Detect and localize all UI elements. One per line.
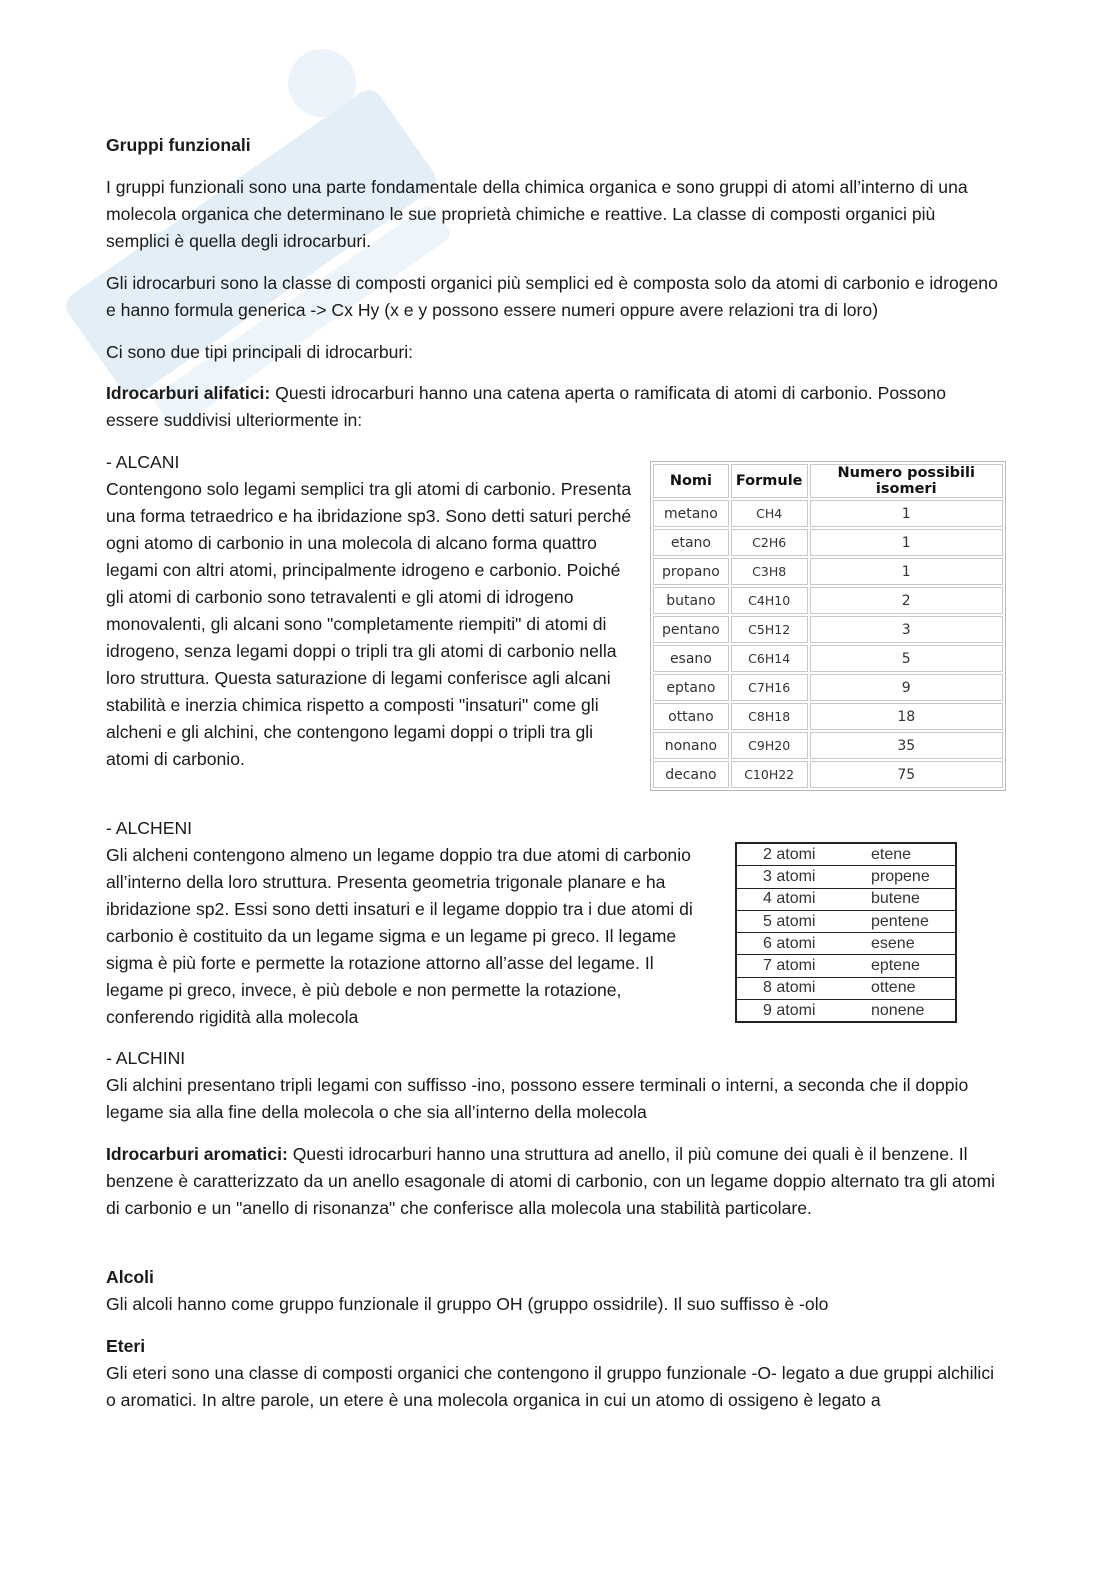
alcani-isomers: 3 — [810, 616, 1004, 643]
alcani-name: esano — [653, 645, 729, 672]
alcani-name: etano — [653, 529, 729, 556]
table-row — [736, 977, 956, 999]
alcheni-heading: - ALCHENI — [106, 818, 193, 838]
alcheni-atoms: 4 atomi — [736, 888, 871, 910]
alcheni-atoms: 5 atomi — [736, 910, 871, 932]
alcani-table — [650, 461, 1006, 791]
alcheni-name: ottene — [871, 977, 956, 999]
alcani-isomers: 18 — [810, 703, 1004, 730]
alcheni-atoms: 3 atomi — [736, 866, 871, 888]
alcheni-atoms: 2 atomi — [763, 845, 816, 863]
table-row — [653, 500, 1003, 527]
alcheni-name: etene — [871, 845, 912, 863]
alcani-table-header: Formule — [731, 464, 808, 498]
alcani-formula: C10H22 — [731, 761, 808, 788]
alcheni-name: eptene — [871, 955, 956, 977]
alcheni-atoms: 7 atomi — [736, 955, 871, 977]
alcani-name: butano — [653, 587, 729, 614]
alifatici-paragraph — [106, 380, 1001, 434]
alifatici-label: Idrocarburi alifatici: — [106, 383, 271, 403]
table-row — [653, 616, 1003, 643]
alcani-formula: C6H14 — [731, 645, 808, 672]
alcani-isomers: 75 — [810, 761, 1004, 788]
table-row — [653, 703, 1003, 730]
alchini-text: Gli alchini presentano tripli legami con suffisso -ino, possono essere terminali o interni, a seconda che il doppio legame sia alla fine della molecola o che sia all’interno della molecola — [106, 1075, 969, 1122]
alcani-formula: C5H12 — [731, 616, 808, 643]
alcani-formula: C7H16 — [731, 674, 808, 701]
page-title: Gruppi funzionali — [106, 135, 251, 155]
table-row — [736, 866, 956, 888]
eteri-text: Gli eteri sono una classe di composti organici che contengono il gruppo funzionale -O- legato a due gruppi alchilici o aromatici. In altre parole, un etere è una molecola organica in cui un atomo di ossigeno è legato a — [106, 1363, 995, 1410]
table-row — [653, 529, 1003, 556]
alcoli-heading: Alcoli — [106, 1267, 154, 1287]
alcheni-atoms: 8 atomi — [736, 977, 871, 999]
alifatici-text: Questi idrocarburi hanno una catena aperta o ramificata di atomi di carbonio. Possono essere suddivisi ulteriormente in: — [106, 383, 947, 430]
alcani-formula: C8H18 — [731, 703, 808, 730]
alcani-formula: C9H20 — [731, 732, 808, 759]
table-row — [736, 910, 956, 932]
alcani-formula: C4H10 — [731, 587, 808, 614]
alcheni-name: pentene — [871, 910, 956, 932]
alcani-name: pentano — [653, 616, 729, 643]
alcani-formula: CH4 — [731, 500, 808, 527]
alcani-name: nonano — [653, 732, 729, 759]
alcani-name: ottano — [653, 703, 729, 730]
table-row — [653, 732, 1003, 759]
alcani-isomers: 9 — [810, 674, 1004, 701]
alcheni-name: esene — [871, 933, 956, 955]
table-row — [736, 955, 956, 977]
alcani-isomers: 1 — [810, 529, 1004, 556]
alcani-isomers: 35 — [810, 732, 1004, 759]
table-row — [653, 674, 1003, 701]
aromatici-text: Questi idrocarburi hanno una struttura ad anello, il più comune dei quali è il benzene. Il benzene è caratterizzato da un anello esagonale di atomi di carbonio, con un legame doppio alternato tra gli atomi di carbonio e un "anello di risonanza" che conferisce alla molecola una stabilità particolare. — [106, 1144, 996, 1218]
alcani-isomers: 1 — [810, 558, 1004, 585]
alcani-formula: C3H8 — [731, 558, 808, 585]
aromatici-paragraph — [106, 1141, 1001, 1222]
table-row — [653, 587, 1003, 614]
alcheni-name: butene — [871, 888, 956, 910]
alcani-name: propano — [653, 558, 729, 585]
alchini-heading: - ALCHINI — [106, 1048, 186, 1068]
aromatici-label: Idrocarburi aromatici: — [106, 1144, 288, 1164]
alcani-name: eptano — [653, 674, 729, 701]
alcheni-atoms: 6 atomi — [736, 933, 871, 955]
alcani-table-header: Nomi — [653, 464, 729, 498]
alcani-table-header: Numero possibili isomeri — [810, 464, 1004, 498]
alcani-name: decano — [653, 761, 729, 788]
eteri-heading: Eteri — [106, 1336, 146, 1356]
alcheni-text: Gli alcheni contengono almeno un legame doppio tra due atomi di carbonio all’interno della loro struttura. Presenta geometria trigonale planare e ha ibridazione sp2. Essi sono detti insaturi e il legame doppio tra i due atomi di carbonio è costituito da un legame sigma e un legame pi greco. Il legame sigma è più forte e permette la rotazione attorno all’asse del legame. Il legame pi greco, invece, è più debole e non permette la rotazione, conferendo rigidità alla molecola — [106, 845, 693, 1027]
table-row — [736, 1000, 956, 1023]
alcani-text: Contengono solo legami semplici tra gli atomi di carbonio. Presenta una forma tetraedrico e ha ibridazione sp3. Sono detti saturi perché ogni atomo di carbonio in una molecola di alcano forma quattro legami con altri atomi, principalmente idrogeno e carbonio. Poiché gli atomi di carbonio sono tetravalenti e gli atomi di idrogeno monovalenti, gli alcani sono "completamente riempiti" di atomi di idrogeno, senza legami doppi o tripli tra gli atomi di carbonio nella loro struttura. Questa saturazione di legami conferisce agli alcani stabilità e inerzia chimica rispetto a composti "insaturi" come gli alcheni e gli alchini, che contengono legami doppi o tripli tra gli atomi di carbonio. — [106, 479, 632, 769]
alcheni-name: propene — [871, 866, 956, 888]
tipi-paragraph: Ci sono due tipi principali di idrocarburi: — [106, 342, 414, 362]
alcani-isomers: 2 — [810, 587, 1004, 614]
alcheni-name: nonene — [871, 1000, 956, 1023]
idrocarburi-paragraph: Gli idrocarburi sono la classe di composti organici più semplici ed è composta solo da atomi di carbonio e idrogeno e hanno formula generica -> Cx Hy (x e y possono essere numeri oppure avere relazioni tra di loro) — [106, 273, 998, 320]
alcani-isomers: 5 — [810, 645, 1004, 672]
alcoli-text: Gli alcoli hanno come gruppo funzionale il gruppo OH (gruppo ossidrile). Il suo suffisso è -olo — [106, 1294, 829, 1314]
table-row — [653, 558, 1003, 585]
alcani-heading: - ALCANI — [106, 452, 180, 472]
alcani-isomers: 1 — [810, 500, 1004, 527]
intro-paragraph: I gruppi funzionali sono una parte fondamentale della chimica organica e sono gruppi di atomi all’interno di una molecola organica che determinano le sue proprietà chimiche e reattive. La classe di composti organici più semplici è quella degli idrocarburi. — [106, 177, 968, 251]
table-row — [736, 843, 956, 866]
alcheni-atoms: 9 atomi — [736, 1000, 871, 1023]
table-row — [736, 888, 956, 910]
alcani-formula: C2H6 — [731, 529, 808, 556]
table-row — [736, 933, 956, 955]
table-row — [653, 761, 1003, 788]
table-row — [653, 645, 1003, 672]
alcheni-table — [735, 842, 957, 1023]
alcani-name: metano — [653, 500, 729, 527]
